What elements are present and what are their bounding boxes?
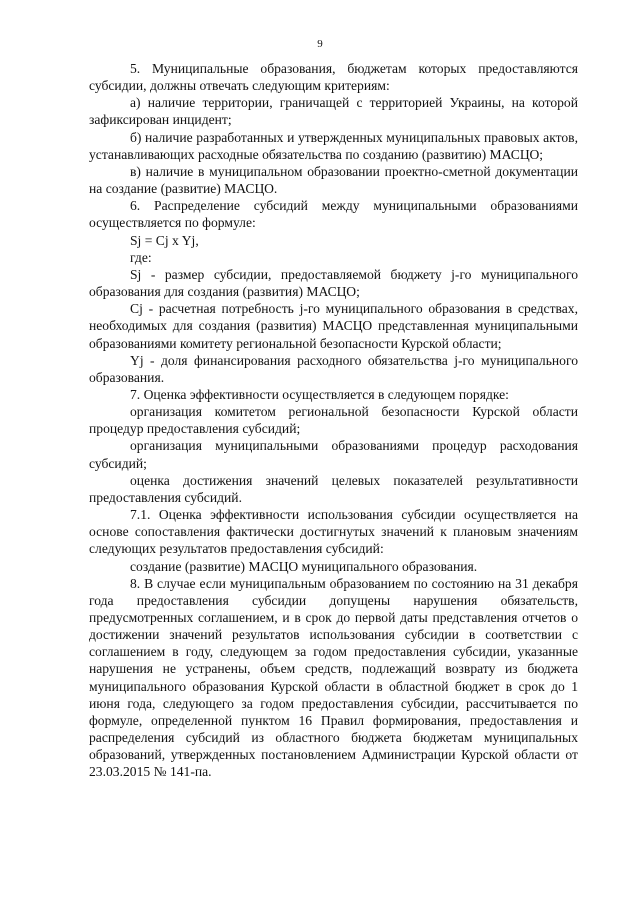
evaluation-item-3: оценка достижения значений целевых показателей результативности предоставления субсидий. (89, 472, 578, 505)
document-body (89, 60, 578, 781)
paragraph-8: 8. В случае если муниципальным образованием по состоянию на 31 декабря года предоставления субсидии допущены нарушения обязательств, предусмотренных соглашением, и в срок до первой даты представления отчетов о достижении значений результатов использования субсидии в соответствии с соглашением в году, следующем за годом предоставления субсидии, указанные нарушения не устранены, объем средств, подлежащий возврату из бюджета муниципального образования Курской области в областной бюджет в срок до 1 июня года, следующего за годом предоставления субсидии, рассчитывается по формуле, определенной пунктом 16 Правил формирования, предоставления и распределения субсидий из областного бюджета бюджетам муниципальных образований, утвержденных постановлением Администрации Курской области от 23.03.2015 № 141-па. (89, 575, 578, 780)
paragraph-5: 5. Муниципальные образования, бюджетам которых предоставляются субсидии, должны отвечать следующим критериям: (89, 61, 578, 94)
evaluation-item-2: организация муниципальными образованиями процедур расходования субсидий; (89, 438, 578, 471)
criterion-c: в) наличие в муниципальном образовании проектно-сметной документации на создание (развитие) МАСЦО. (89, 163, 578, 197)
formula: Sj = Cj x Yj, (130, 232, 199, 248)
page-number: 9 (317, 38, 323, 50)
criterion-a: а) наличие территории, граничащей с территорией Украины, на которой зафиксирован инцидент; (89, 95, 578, 128)
definition-yj: Yj - доля финансирования расходного обязательства j-го муниципального образования. (89, 352, 578, 385)
paragraph-6: 6. Распределение субсидий между муниципальными образованиями осуществляется по формуле: (89, 198, 578, 231)
paragraph-7: 7. Оценка эффективности осуществляется в следующем порядке: (130, 386, 509, 402)
definition-cj: Cj - расчетная потребность j-го муниципального образования в средствах, необходимых для создания (развития) МАСЦО представленная муниципальными образованиями комитету региональной безопасности Курской области; (89, 301, 578, 351)
definition-sj: Sj - размер субсидии, предоставляемой бюджету j-го муниципального образования для создания (развития) МАСЦО; (89, 266, 578, 300)
formula-where: где: (130, 249, 152, 265)
result-item: создание (развитие) МАСЦО муниципального образования. (130, 558, 478, 574)
paragraph-7-1: 7.1. Оценка эффективности использования субсидии осуществляется на основе сопоставления фактически достигнутых значений к плановым значениям следующих результатов предоставления субсидий: (89, 507, 578, 557)
evaluation-item-1: организация комитетом региональной безопасности Курской области процедур предоставления субсидий; (89, 404, 578, 437)
criterion-b: б) наличие разработанных и утвержденных муниципальных правовых актов, устанавливающих расходные обязательства по созданию (развитию) МАСЦО; (89, 129, 578, 162)
